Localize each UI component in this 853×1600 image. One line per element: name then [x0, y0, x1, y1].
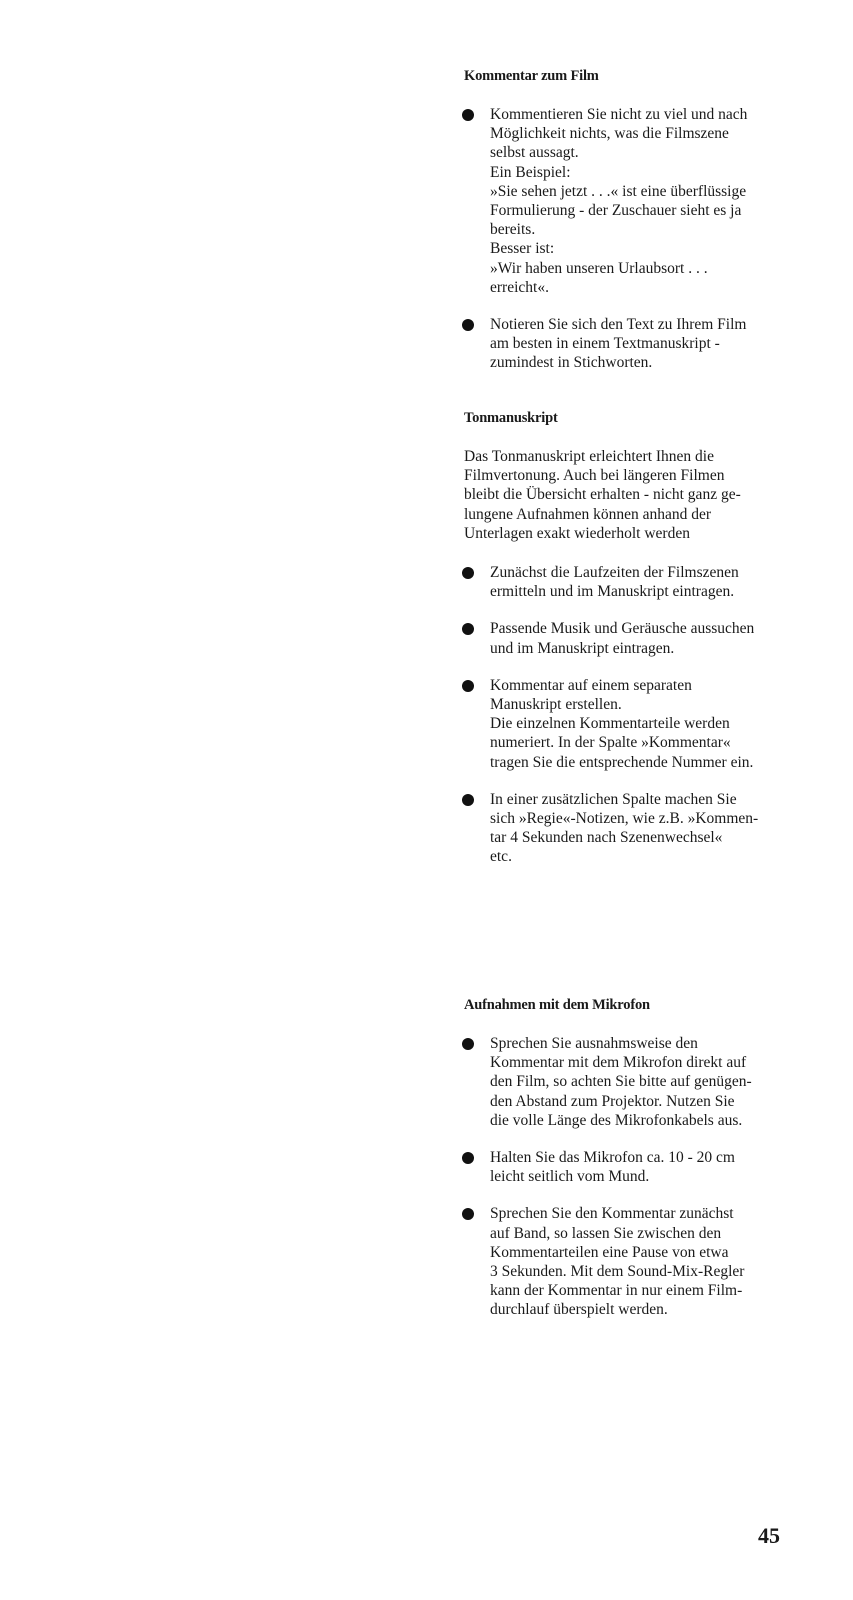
intro-paragraph	[464, 447, 804, 543]
bullet-icon	[462, 1152, 474, 1164]
list-item-text	[490, 1034, 804, 1130]
text-line: und im Manuskript eintragen.	[490, 639, 675, 657]
text-line: Sprechen Sie ausnahmsweise den	[490, 1035, 698, 1052]
section-heading: Aufnahmen mit dem Mikrofon	[464, 997, 650, 1013]
text-line: Unterlagen exakt wiederholt werden	[464, 524, 690, 542]
text-line: Kommentar mit dem Mikrofon direkt auf	[490, 1054, 747, 1072]
text-line: Formulierung - der Zuschauer sieht es ja	[490, 202, 742, 220]
section-aufnahmen-mit-dem-mikrofon	[464, 996, 804, 1320]
text-line: Halten Sie das Mikrofon ca. 10 - 20 cm	[490, 1149, 735, 1167]
section-kommentar-zum-film	[464, 67, 804, 373]
list-item-text	[490, 790, 804, 867]
text-line: Kommentarteilen eine Pause von etwa	[490, 1243, 729, 1261]
text-line: tragen Sie die entsprechende Nummer ein.	[490, 753, 754, 771]
section-heading: Kommentar zum Film	[464, 68, 599, 84]
bullet-icon	[462, 623, 474, 635]
bullet-icon	[462, 319, 474, 331]
text-line: ermitteln und im Manuskript eintragen.	[490, 583, 735, 601]
text-line: Das Tonmanuskript erleichtert Ihnen die	[464, 448, 714, 465]
text-line: Kommentar auf einem separaten	[490, 676, 692, 694]
list-item	[464, 1034, 804, 1130]
text-line: Zunächst die Laufzeiten der Filmszenen	[490, 564, 739, 582]
text-line: auf Band, so lassen Sie zwischen den	[490, 1224, 722, 1242]
list-item	[464, 619, 804, 657]
bullet-icon	[462, 1038, 474, 1050]
text-line: numeriert. In der Spalte »Kommentar«	[490, 734, 731, 752]
text-line: 3 Sekunden. Mit dem Sound-Mix-Regler	[490, 1263, 745, 1281]
bullet-icon	[462, 794, 474, 806]
list-item	[464, 1148, 804, 1186]
text-line: am besten in einem Textmanuskript -	[490, 335, 720, 353]
list-item-text	[490, 105, 804, 297]
list-item-text	[490, 563, 804, 601]
list-item	[464, 315, 804, 373]
text-line: Ein Beispiel:	[490, 163, 571, 181]
text-line: tar 4 Sekunden nach Szenenwechsel«	[490, 829, 723, 847]
text-line: die volle Länge des Mikrofonkabels aus.	[490, 1111, 743, 1129]
text-line: durchlauf überspielt werden.	[490, 1301, 668, 1319]
text-line: Besser ist:	[490, 240, 555, 258]
bullet-icon	[462, 109, 474, 121]
list-item-text	[490, 315, 804, 373]
text-line: lungene Aufnahmen können anhand der	[464, 505, 712, 523]
bullet-icon	[462, 1208, 474, 1220]
text-line: Manuskript erstellen.	[490, 696, 622, 714]
list-item	[464, 676, 804, 772]
section-heading: Tonmanuskript	[464, 410, 558, 426]
list-item	[464, 105, 804, 297]
text-line: etc.	[490, 848, 512, 866]
text-line: bereits.	[490, 221, 536, 239]
text-line: Sprechen Sie den Kommentar zunächst	[490, 1205, 734, 1223]
text-line: Filmvertonung. Auch bei längeren Filmen	[464, 467, 725, 485]
text-line: kann der Kommentar in nur einem Film-	[490, 1282, 743, 1300]
text-line: bleibt die Übersicht erhalten - nicht ganz ge-	[464, 486, 741, 504]
text-line: Die einzelnen Kommentarteile werden	[490, 715, 730, 733]
text-line: den Abstand zum Projektor. Nutzen Sie	[490, 1092, 735, 1110]
text-line: erreicht«.	[490, 278, 549, 296]
list-item-text	[490, 619, 804, 657]
text-line: Notieren Sie sich den Text zu Ihrem Film	[490, 316, 747, 334]
section-tonmanuskript	[464, 409, 804, 867]
text-line: »Sie sehen jetzt . . .« ist eine überflüssige	[490, 182, 747, 200]
text-line: Möglichkeit nichts, was die Filmszene	[490, 125, 729, 143]
list-item-text	[490, 676, 804, 772]
text-line: »Wir haben unseren Urlaubsort . . .	[490, 259, 708, 277]
text-line: den Film, so achten Sie bitte auf genügen-	[490, 1073, 752, 1091]
text-line: sich »Regie«-Notizen, wie z.B. »Kommen-	[490, 810, 759, 828]
text-line: leicht seitlich vom Mund.	[490, 1168, 650, 1186]
list-item	[464, 790, 804, 867]
bullet-icon	[462, 567, 474, 579]
list-item	[464, 1204, 804, 1319]
text-line: Passende Musik und Geräusche aussuchen	[490, 620, 755, 638]
list-item-text	[490, 1148, 804, 1186]
list-item-text	[490, 1204, 804, 1319]
text-line: In einer zusätzlichen Spalte machen Sie	[490, 790, 737, 808]
page-number: 45	[758, 1523, 780, 1548]
text-line: selbst aussagt.	[490, 144, 579, 162]
text-line: zumindest in Stichworten.	[490, 354, 653, 372]
bullet-icon	[462, 680, 474, 692]
list-item	[464, 563, 804, 601]
text-line: Kommentieren Sie nicht zu viel und nach	[490, 106, 748, 123]
